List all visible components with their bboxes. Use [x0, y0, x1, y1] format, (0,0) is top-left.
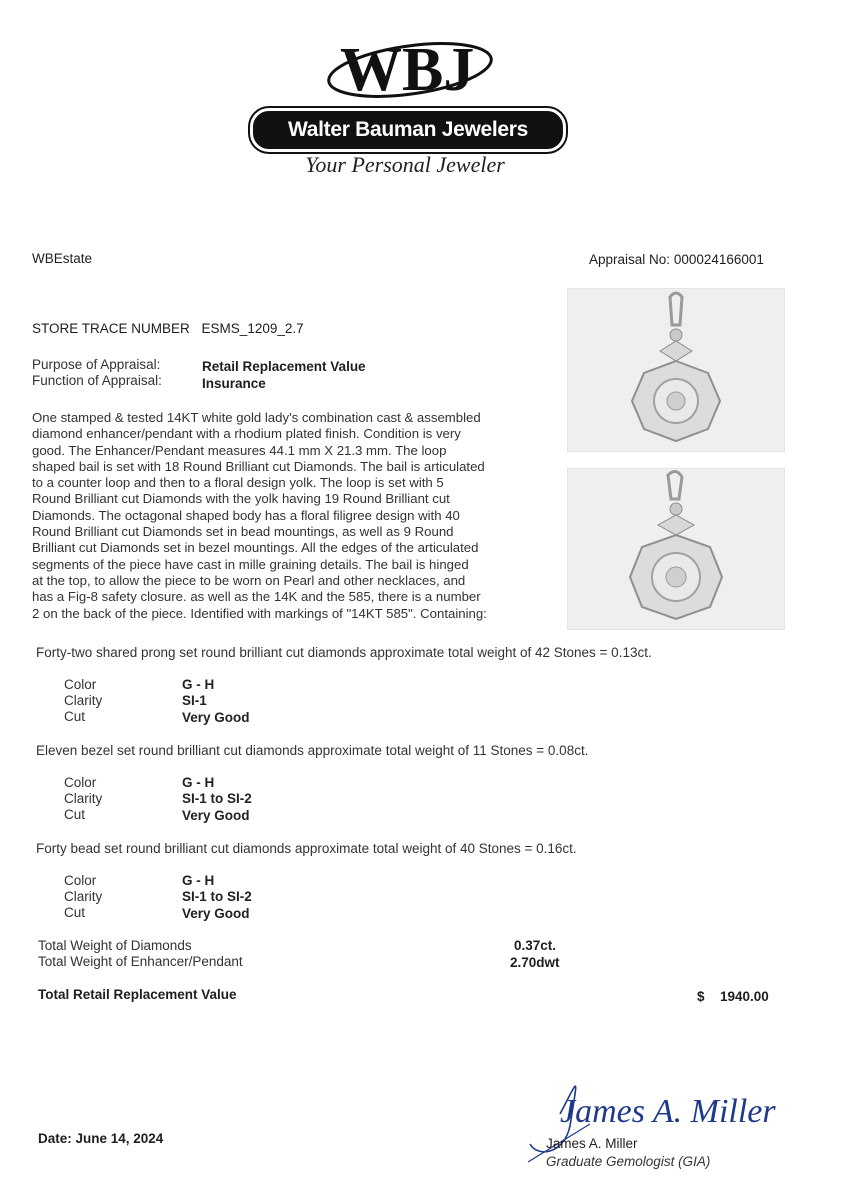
- total-diamonds-value: 0.37ct.: [514, 938, 557, 953]
- cut-value: Very Good: [182, 808, 250, 823]
- stone-group-summary: Forty bead set round brilliant cut diamonds approximate total weight of 40 Stones = 0.16ct.: [36, 841, 577, 856]
- total-retail-currency: $: [697, 989, 705, 1004]
- description-line: at the top, to allow the piece to be worn on Pearl and other necklaces, and: [32, 572, 466, 588]
- color-label: Color: [64, 775, 97, 790]
- description-line: diamond enhancer/pendant with a rhodium plated finish. Condition is very: [32, 426, 461, 442]
- stone-group-summary: Eleven bezel set round brilliant cut diamonds approximate total weight of 11 Stones = 0.08ct.: [36, 743, 589, 758]
- source-label: WBEstate: [32, 251, 93, 266]
- pendant-photo-top: [567, 288, 785, 452]
- description-line: 2 on the back of the piece. Identified with markings of "14KT 585". Containing:: [32, 605, 487, 621]
- description-line: One stamped & tested 14KT white gold lady's combination cast & assembled: [32, 410, 481, 425]
- total-enhancer-value: 2.70dwt: [510, 955, 560, 970]
- signer-name: James A. Miller: [546, 1136, 638, 1151]
- description-line: Brilliant cut Diamonds set in bezel mountings. All the edges of the articulated: [32, 540, 479, 556]
- appraisal-date: Date: June 14, 2024: [38, 1131, 164, 1146]
- signature-block: [520, 1066, 810, 1169]
- total-retail-value: 1940.00: [720, 989, 769, 1004]
- store-trace: [32, 321, 304, 336]
- cut-value: Very Good: [182, 906, 250, 921]
- clarity-value: SI-1 to SI-2: [182, 791, 252, 806]
- clarity-value: SI-1: [182, 693, 207, 708]
- total-enhancer-label: Total Weight of Enhancer/Pendant: [38, 954, 243, 969]
- brand-logo: [250, 22, 566, 192]
- description-line: Round Brilliant cut Diamonds with the yolk having 19 Round Brilliant cut: [32, 491, 450, 507]
- cut-value: Very Good: [182, 710, 250, 725]
- brand-name-banner: Walter Bauman Jewelers: [250, 108, 566, 152]
- description-line: to a counter loop and then to a floral design yolk. The loop is set with 5: [32, 475, 444, 491]
- signature-icon: [520, 1066, 810, 1166]
- description-line: Diamonds. The octagonal shaped body has a floral filigree design with 40: [32, 507, 460, 523]
- cut-label: Cut: [64, 709, 86, 724]
- color-value: G - H: [182, 677, 215, 692]
- monogram-text: WBJ: [340, 36, 475, 104]
- signature-script: James A. Miller: [560, 1093, 776, 1130]
- clarity-label: Clarity: [64, 693, 103, 708]
- description-line: Round Brilliant cut Diamonds set in bead mountings, as well as 9 Round: [32, 524, 454, 540]
- color-label: Color: [64, 873, 97, 888]
- wbj-monogram-icon: [310, 22, 510, 122]
- description-line: shaped bail is set with 18 Round Brilliant cut Diamonds. The bail is articulated: [32, 458, 485, 474]
- color-label: Color: [64, 677, 97, 692]
- brand-tagline: Your Personal Jeweler: [305, 152, 505, 177]
- color-value: G - H: [182, 775, 215, 790]
- total-retail-label: Total Retail Replacement Value: [38, 987, 237, 1002]
- purpose-label: Purpose of Appraisal:: [32, 357, 161, 372]
- purpose-value: Retail Replacement Value: [202, 359, 366, 374]
- signer-title: Graduate Gemologist (GIA): [546, 1154, 711, 1169]
- pendant-photo-bottom: [567, 468, 785, 630]
- description-line: good. The Enhancer/Pendant measures 44.1 mm X 21.3 mm. The loop: [32, 442, 447, 458]
- appraisal-number-value: 000024166001: [673, 252, 764, 267]
- pendant-photo-icon: [568, 289, 784, 451]
- store-trace-label: STORE TRACE NUMBER: [32, 321, 190, 336]
- clarity-label: Clarity: [64, 791, 103, 806]
- item-description: [32, 410, 562, 622]
- stone-group-summary: Forty-two shared prong set round brilliant cut diamonds approximate total weight of 42 Stones = 0.13ct.: [36, 645, 652, 660]
- description-line: segments of the piece have cast in mille graining details. The bail is hinged: [32, 556, 469, 572]
- clarity-label: Clarity: [64, 889, 103, 904]
- cut-label: Cut: [64, 905, 86, 920]
- function-label: Function of Appraisal:: [32, 373, 162, 388]
- pendant-photo-icon: [568, 469, 784, 629]
- appraisal-number-block: [589, 252, 764, 267]
- total-diamonds-label: Total Weight of Diamonds: [38, 938, 192, 953]
- color-value: G - H: [182, 873, 215, 888]
- cut-label: Cut: [64, 807, 86, 822]
- clarity-value: SI-1 to SI-2: [182, 889, 252, 904]
- appraisal-number-label: Appraisal No:: [589, 252, 671, 267]
- function-value: Insurance: [202, 376, 266, 391]
- store-trace-number: ESMS_1209_2.7: [201, 321, 304, 336]
- description-line: has a Fig-8 safety closure. as well as the 14K and the 585, there is a number: [32, 589, 481, 605]
